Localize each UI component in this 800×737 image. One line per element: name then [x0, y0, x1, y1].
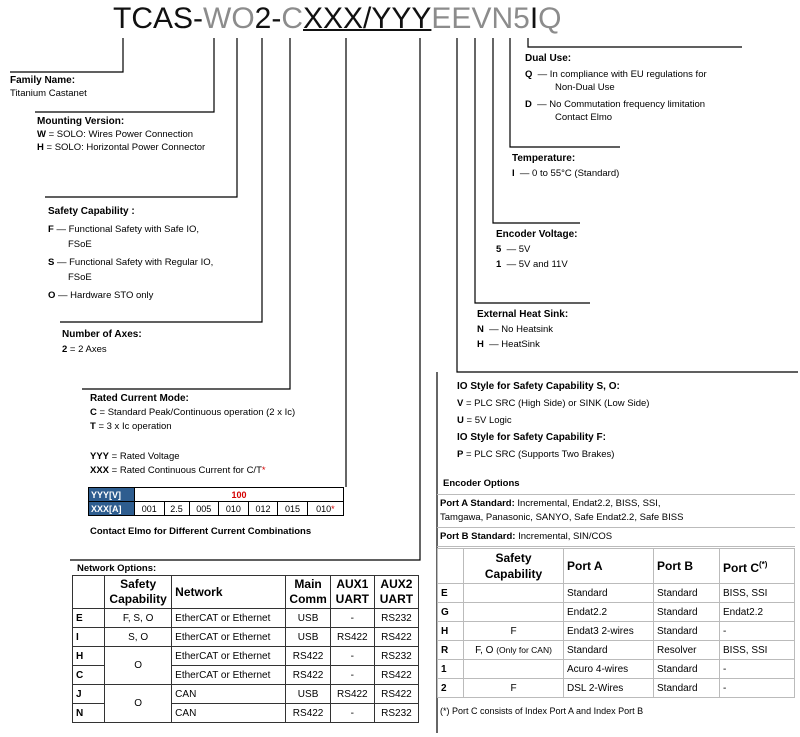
heatsink-n-key: N: [477, 324, 484, 335]
net-cell: RS232: [374, 647, 418, 666]
enc-cell: [464, 584, 564, 603]
heatsink-h-text: — HeatSink: [489, 339, 540, 350]
net-cell: RS232: [374, 609, 418, 628]
enc-cell: 1: [438, 660, 464, 679]
code-segment: I: [529, 2, 539, 35]
net-cell: RS422: [374, 666, 418, 685]
net-cell: RS422: [330, 685, 374, 704]
io-style-section: [457, 378, 649, 463]
net-cell: O: [105, 647, 172, 685]
rated-t-key: T: [90, 421, 96, 432]
code-segment: EEVN5: [431, 2, 530, 35]
mounting-h-key: H: [37, 142, 44, 153]
heatsink-label: External Heat Sink:: [477, 309, 569, 320]
enc-header: Port C: [723, 560, 759, 575]
mounting-label: Mounting Version:: [37, 116, 125, 127]
xxx-cell-last-star: *: [331, 503, 335, 514]
encvolt-5-key: 5: [496, 244, 502, 255]
net-cell: RS422: [286, 666, 330, 685]
io-label2: IO Style for Safety Capability F:: [457, 432, 606, 443]
net-cell: J: [73, 685, 105, 704]
xxx-cell: 005: [189, 502, 219, 516]
net-cell: RS232: [374, 704, 418, 723]
rated-label: Rated Current Mode:: [90, 393, 189, 404]
net-cell: USB: [286, 685, 330, 704]
dual-label: Dual Use:: [525, 53, 572, 64]
mounting-h-text: = SOLO: Horizontal Power Connector: [43, 142, 206, 153]
table-row: [73, 647, 419, 666]
mounting-w-text: = SOLO: Wires Power Connection: [45, 129, 194, 140]
enc-cell: [464, 660, 564, 679]
io-v-key: V: [457, 398, 464, 409]
net-cell: E: [73, 609, 105, 628]
voltage-current-table: [88, 487, 344, 516]
net-cell: USB: [286, 628, 330, 647]
code-segment: 2-: [254, 2, 282, 35]
axes-label: Number of Axes:: [62, 329, 142, 340]
safety-f-text2: FSoE: [68, 239, 92, 250]
io-v-text: = PLC SRC (High Side) or SINK (Low Side): [463, 398, 650, 409]
safety-s-text: — Functional Safety with Regular IO,: [54, 257, 214, 268]
enc-cell: H: [438, 622, 464, 641]
net-header: AUX1 UART: [330, 576, 374, 609]
rated-xxx-text: = Rated Continuous Current for C/T: [109, 465, 262, 476]
net-header: [73, 576, 105, 609]
rated-c-key: C: [90, 407, 97, 418]
port-b-text: Incremental, SIN/COS: [515, 531, 613, 542]
enc-cell: -: [720, 622, 795, 641]
dual-use-section: [525, 52, 707, 124]
temperature-label: Temperature:: [512, 153, 576, 164]
code-segment: Q: [538, 2, 562, 35]
enc-header: Port B: [654, 549, 720, 584]
axes-text: = 2 Axes: [67, 344, 107, 355]
safety-f-key: F: [48, 224, 54, 235]
heatsink-section: [477, 307, 568, 352]
net-cell: RS422: [330, 628, 374, 647]
rated-section: [90, 392, 295, 478]
axes-key: 2: [62, 344, 68, 355]
enc-cell: R: [438, 641, 464, 660]
net-cell: N: [73, 704, 105, 723]
encvolt-5-text: — 5V: [506, 244, 531, 255]
dual-d-text2: Contact Elmo: [555, 112, 613, 123]
dual-q-key: Q: [525, 69, 533, 80]
enc-cell: Endat2.2: [720, 603, 795, 622]
family-section: [10, 74, 87, 100]
enc-cell: 2: [438, 679, 464, 698]
enc-cell: Standard: [564, 641, 654, 660]
net-cell: I: [73, 628, 105, 647]
net-cell: CAN: [172, 704, 286, 723]
port-a-label: Port A Standard:: [440, 498, 515, 509]
enc-cell: F: [464, 679, 564, 698]
io-p-text: = PLC SRC (Supports Two Brakes): [463, 449, 615, 460]
net-cell: -: [330, 666, 374, 685]
enc-cell: Resolver: [654, 641, 720, 660]
net-cell: EtherCAT or Ethernet: [172, 666, 286, 685]
xxx-cell-last: [307, 502, 343, 516]
enc-cell: BISS, SSI: [720, 641, 795, 660]
yyy-cell-label: YYY[V]: [89, 488, 135, 502]
rated-t-text: = 3 x Ic operation: [95, 421, 172, 432]
enc-cell: Standard: [564, 584, 654, 603]
network-title: Network Options:: [77, 563, 157, 574]
net-cell: -: [330, 704, 374, 723]
safety-section: [48, 204, 213, 303]
safety-s-text2: FSoE: [68, 272, 92, 283]
safety-o-text: — Hardware STO only: [55, 290, 154, 301]
family-label: Family Name:: [10, 75, 76, 86]
mounting-section: [37, 115, 205, 154]
net-cell: F, S, O: [105, 609, 172, 628]
xxx-cell-label: XXX[A]: [89, 502, 135, 516]
dual-d-text: — No Commutation frequency limitation: [537, 99, 706, 110]
rated-yyy-key: YYY: [90, 451, 110, 462]
xxx-cell: 010: [219, 502, 249, 516]
encoder-table: [437, 548, 795, 698]
net-cell: C: [73, 666, 105, 685]
enc-cell: Standard: [654, 584, 720, 603]
xxx-cell-last-value: 010: [316, 503, 332, 514]
table-row: [438, 603, 795, 622]
portc-sup: (*): [759, 559, 768, 569]
encoder-title: Encoder Options: [443, 478, 520, 489]
net-cell: S, O: [105, 628, 172, 647]
temperature-key: I: [512, 168, 515, 179]
table-row: [73, 609, 419, 628]
encvolt-label: Encoder Voltage:: [496, 229, 578, 240]
net-cell: EtherCAT or Ethernet: [172, 647, 286, 666]
net-cell: RS422: [374, 685, 418, 704]
xxx-cell: 015: [278, 502, 308, 516]
enc-header: [438, 549, 464, 584]
net-header: Network: [172, 576, 286, 609]
code-segment: C: [281, 2, 304, 35]
safety-o-key: O: [48, 290, 56, 301]
net-cell: CAN: [172, 685, 286, 704]
rated-yyy-text: = Rated Voltage: [109, 451, 180, 462]
heatsink-n-text: — No Heatsink: [489, 324, 554, 335]
enc-cell: -: [720, 660, 795, 679]
dual-q-text2: Non-Dual Use: [555, 82, 615, 93]
table-row: [438, 584, 795, 603]
enc-cell: Standard: [654, 660, 720, 679]
io-u-text: = 5V Logic: [463, 415, 512, 426]
rated-xxx-key: XXX: [90, 465, 110, 476]
enc-cell: Endat3 2-wires: [564, 622, 654, 641]
enc-cell: Endat2.2: [564, 603, 654, 622]
xxx-cell: 012: [248, 502, 278, 516]
net-cell: EtherCAT or Ethernet: [172, 628, 286, 647]
xxx-cell: 001: [135, 502, 165, 516]
family-value: Titanium Castanet: [10, 88, 87, 99]
enc-cell: Acuro 4-wires: [564, 660, 654, 679]
enc-cell: -: [720, 679, 795, 698]
yyy-cell-value: 100: [135, 488, 344, 502]
dual-q-text: — In compliance with EU regulations for: [537, 69, 707, 80]
enc-header: Port A: [564, 549, 654, 584]
encoder-voltage-section: [496, 227, 578, 272]
can-note: (Only for CAN): [496, 644, 552, 655]
encvolt-1-key: 1: [496, 259, 502, 270]
encvolt-1-text: — 5V and 11V: [506, 259, 568, 270]
safety-s-key: S: [48, 257, 55, 268]
heatsink-h-key: H: [477, 339, 484, 350]
enc-header-portc: [720, 549, 795, 584]
net-cell: RS422: [374, 628, 418, 647]
table-row: [438, 660, 795, 679]
enc-cell: [464, 603, 564, 622]
code-segment: XXX/YYY: [303, 2, 432, 35]
enc-cell: BISS, SSI: [720, 584, 795, 603]
code-segment: TCAS-: [113, 2, 203, 35]
enc-cell: F, O: [475, 644, 494, 656]
port-a-text2: Tamgawa, Panasonic, SANYO, Safe Endat2.2, Safe BISS: [440, 512, 684, 523]
table-row: [438, 641, 795, 660]
net-header: Safety Capability: [105, 576, 172, 609]
table-row: [73, 685, 419, 704]
net-cell: -: [330, 647, 374, 666]
dual-d-key: D: [525, 99, 532, 110]
enc-cell: F: [464, 622, 564, 641]
table-row: [73, 628, 419, 647]
axes-section: [62, 327, 142, 357]
net-cell: RS422: [286, 647, 330, 666]
port-a-text: Incremental, Endat2.2, BISS, SSI,: [514, 498, 661, 509]
xxx-cell: 2.5: [164, 502, 189, 516]
port-b-label: Port B Standard:: [440, 531, 516, 542]
net-cell: EtherCAT or Ethernet: [172, 609, 286, 628]
port-b-standard: [437, 528, 795, 547]
enc-cell: DSL 2-Wires: [564, 679, 654, 698]
temperature-section: [512, 151, 619, 181]
io-label1: IO Style for Safety Capability S, O:: [457, 381, 620, 392]
temperature-text: — 0 to 55°C (Standard): [519, 168, 620, 179]
safety-label: Safety Capability :: [48, 206, 135, 217]
enc-cell: Standard: [654, 679, 720, 698]
net-cell: O: [105, 685, 172, 723]
code-segment: WO: [203, 2, 255, 35]
rated-xxx-star: *: [261, 465, 266, 476]
net-cell: -: [330, 609, 374, 628]
net-header: AUX2 UART: [374, 576, 418, 609]
net-cell: H: [73, 647, 105, 666]
enc-cell: Standard: [654, 603, 720, 622]
enc-cell: E: [438, 584, 464, 603]
rated-c-text: = Standard Peak/Continuous operation (2 x Ic): [96, 407, 296, 418]
io-p-key: P: [457, 449, 464, 460]
network-table: [72, 575, 419, 723]
mounting-w-key: W: [37, 129, 46, 140]
enc-cell: G: [438, 603, 464, 622]
contact-elmo-note: Contact Elmo for Different Current Combinations: [90, 526, 312, 537]
enc-header: Safety Capability: [464, 549, 564, 584]
enc-cell: Standard: [654, 622, 720, 641]
port-a-standard: [437, 494, 795, 528]
enc-cell-can: [464, 641, 564, 660]
net-cell: RS422: [286, 704, 330, 723]
net-cell: USB: [286, 609, 330, 628]
io-u-key: U: [457, 415, 464, 426]
net-header: Main Comm: [286, 576, 330, 609]
safety-f-text: — Functional Safety with Safe IO,: [53, 224, 200, 235]
table-row: [438, 679, 795, 698]
encoder-footnote: (*) Port C consists of Index Port A and Index Port B: [440, 706, 644, 716]
table-row: [438, 622, 795, 641]
